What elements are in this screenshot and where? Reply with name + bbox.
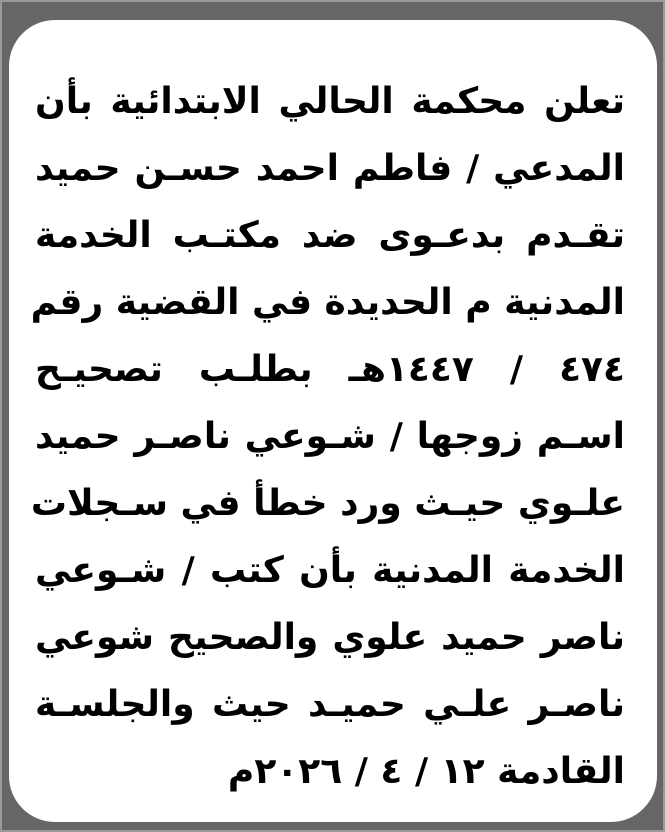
notice-line: علـوي حيـث ورد خطأ في سـجلات <box>30 483 625 524</box>
notice-line: تقـدم بدعـوى ضد مكتـب الخدمة <box>35 215 625 256</box>
notice-line: المدنية م الحديدة في القضية رقم <box>30 282 625 323</box>
notice-line: المدعي / فاطم احمد حسـن حميد <box>35 148 625 189</box>
notice-line: اسـم زوجها / شـوعي ناصـر حميد <box>35 416 625 457</box>
notice-line: الخدمة المدنية بأن كتب / شـوعي <box>35 550 625 591</box>
notice-line-date: القادمة ١٢ / ٤ / ٢٠٢٦م <box>227 751 625 792</box>
notice-line: ٤٧٤ / ١٤٤٧هـ بطلـب تصحيـح <box>35 349 625 390</box>
notice-line: ناصـر علـي حميـد حيث والجلسـة <box>35 684 625 725</box>
court-notice-panel <box>9 20 657 822</box>
notice-line: ناصر حميد علوي والصحيح شوعي <box>35 617 625 658</box>
notice-line: تعلن محكمة الحالي الابتدائية بأن <box>35 81 625 122</box>
